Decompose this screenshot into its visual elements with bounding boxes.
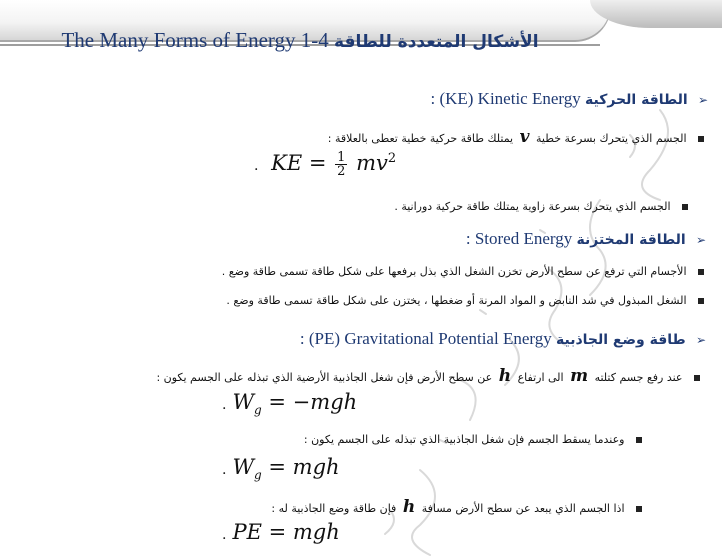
arrow-bullet-icon: ➢	[695, 333, 706, 347]
banner-swoosh	[590, 0, 722, 28]
kinetic-line-2: الجسم الذي يتحرك بسرعة زاوية يمتلك طاقة حركية دورانية .	[394, 200, 688, 213]
heading-kinetic-energy	[430, 89, 708, 109]
square-bullet-icon	[682, 204, 688, 210]
velocity-symbol: v	[519, 127, 530, 147]
kinetic-abbr: (KE)	[439, 89, 474, 108]
square-bullet-icon	[636, 437, 642, 443]
stored-line-2: الشغل المبذول في شد النابض و المواد المرنة أو ضغطها ، يختزن على شكل طاقة تسمى طاقة وضع .	[226, 294, 704, 307]
arrow-bullet-icon: ➢	[697, 93, 708, 107]
square-bullet-icon	[636, 506, 642, 512]
stored-english: Stored Energy	[474, 229, 573, 248]
gravitational-colon: :	[299, 329, 305, 348]
kinetic-arabic: الطاقة الحركية	[585, 92, 688, 108]
height-symbol: h	[498, 366, 512, 386]
square-bullet-icon	[698, 298, 704, 304]
arrow-bullet-icon: ➢	[695, 233, 706, 247]
stored-colon: :	[465, 229, 471, 248]
fraction-one-half: $\frac{1}{2}$	[337, 150, 346, 179]
kinetic-colon: :	[430, 89, 436, 108]
equation-potential-energy: . PE = mgh	[222, 520, 340, 544]
title-arabic: الأشكال المتعددة للطاقة	[334, 32, 539, 52]
square-bullet-icon	[698, 269, 704, 275]
height-symbol: h	[402, 497, 416, 517]
title-english: The Many Forms of Energy	[61, 28, 296, 52]
mass-symbol: m	[570, 366, 589, 386]
title-number: 4-1	[300, 28, 329, 52]
equation-kinetic-energy: . KE = $\frac{1}{2}$ $mv^2$	[254, 150, 397, 179]
gravitational-line-1: عند رفع جسم كتلته m الى ارتفاع h عن سطح الأرض فإن شغل الجاذبية الأرضية الذي تبذله على الجسم يكون :	[156, 366, 700, 386]
kinetic-english: Kinetic Energy	[477, 89, 581, 108]
gravitational-line-2: وعندما يسقط الجسم فإن شغل الجاذبية الذي تبذله على الجسم يكون :	[304, 433, 642, 446]
page-title	[0, 28, 600, 53]
equation-work-gravity-down: . $W_g$ = mgh	[222, 455, 340, 483]
header-banner	[0, 0, 722, 52]
gravitational-abbr: (PE)	[308, 329, 341, 348]
heading-gravitational-potential-energy	[300, 329, 706, 349]
square-bullet-icon	[698, 136, 704, 142]
equation-work-gravity-up: . $W_g = -mgh$	[222, 390, 358, 418]
heading-stored-energy	[466, 229, 706, 249]
gravitational-arabic: طاقة وضع الجاذبية	[555, 332, 686, 348]
gravitational-english: Gravitational Potential Energy	[344, 329, 552, 348]
gravitational-line-3: اذا الجسم الذي يبعد عن سطح الأرض مسافة h فإن طاقة وضع الجاذبية له :	[271, 497, 642, 517]
stored-line-1: الأجسام التي ترفع عن سطح الأرض تخزن الشغل الذي بذل برفعها على شكل طاقة تسمى طاقة وضع .	[222, 265, 704, 278]
stored-arabic: الطاقة المختزنة	[576, 232, 686, 248]
kinetic-line-1: الجسم الذي يتحرك بسرعة خطية v يمتلك طاقة حركية خطية تعطى بالعلاقة :	[328, 127, 704, 147]
square-bullet-icon	[694, 375, 700, 381]
